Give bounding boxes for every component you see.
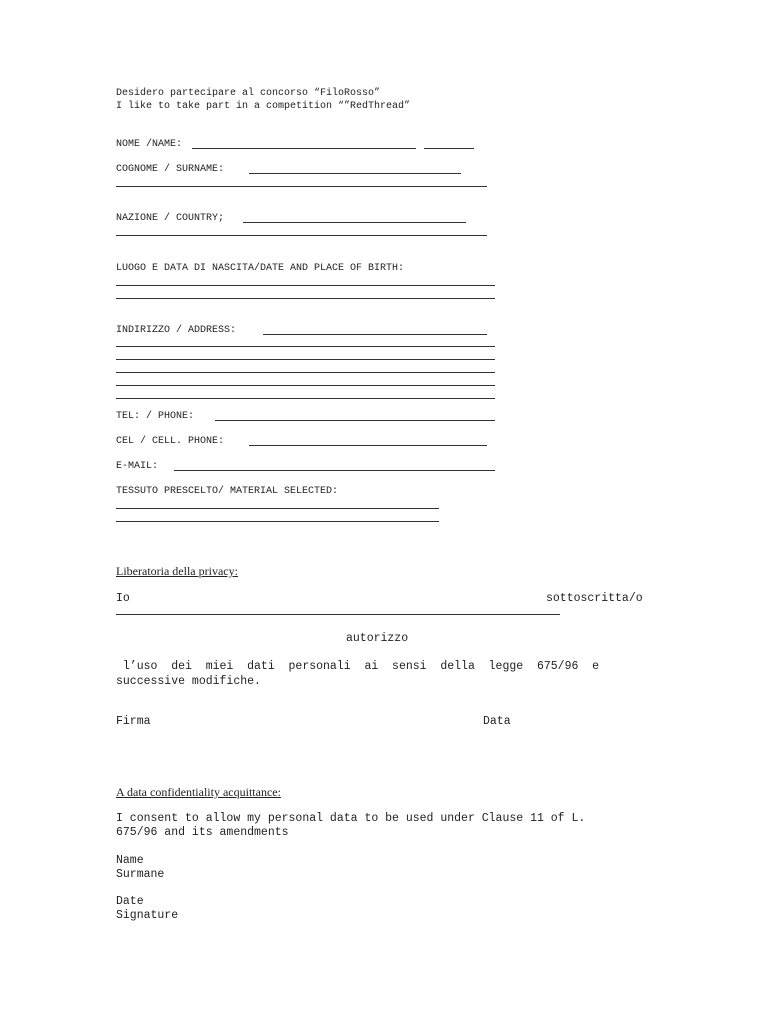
email-field[interactable] — [174, 470, 495, 471]
privacy-it-heading: Liberatoria della privacy: — [116, 564, 238, 578]
birth-field-line1[interactable] — [116, 285, 495, 286]
name-label: NOME /NAME: — [116, 139, 183, 150]
birth-field-line2[interactable] — [116, 298, 495, 299]
privacy-it-text-line2: successive modifiche. — [116, 675, 261, 688]
phone-field[interactable] — [215, 420, 495, 421]
material-field-line1[interactable] — [116, 508, 439, 509]
address-label: INDIRIZZO / ADDRESS: — [116, 325, 237, 336]
io-label: Io — [116, 592, 130, 605]
privacy-en-text-line2: 675/96 and its amendments — [116, 826, 289, 839]
address-field-line6[interactable] — [116, 398, 495, 399]
address-field[interactable] — [263, 334, 487, 335]
name-field[interactable] — [192, 148, 416, 149]
country-label: NAZIONE / COUNTRY; — [116, 213, 225, 224]
name-en-label: Name — [116, 854, 144, 867]
country-field[interactable] — [243, 222, 466, 223]
phone-label: TEL: / PHONE: — [116, 411, 195, 422]
intro-line-en: I like to take part in a competition “”RedThread” — [116, 101, 411, 112]
material-field-line2[interactable] — [116, 521, 439, 522]
address-field-line5[interactable] — [116, 385, 495, 386]
surname-en-label: Surmane — [116, 868, 165, 881]
country-field-line2[interactable] — [116, 235, 487, 236]
intro-line-it: Desidero partecipare al concorso “FiloRosso” — [116, 88, 381, 99]
privacy-it-text-line1: l’uso dei miei dati personali ai sensi della legge 675/96 e — [116, 660, 600, 673]
data-label: Data — [483, 715, 511, 728]
privacy-en-heading: A data confidentiality acquittance: — [116, 785, 281, 799]
cell-label: CEL / CELL. PHONE: — [116, 436, 225, 447]
birth-label: LUOGO E DATA DI NASCITA/DATE AND PLACE OF BIRTH: — [116, 263, 405, 274]
privacy-en-text-line1: I consent to allow my personal data to be used under Clause 11 of L. — [116, 812, 586, 825]
surname-field[interactable] — [249, 173, 461, 174]
signature-en-label: Signature — [116, 909, 179, 922]
sottoscritta-label: sottoscritta/o — [546, 592, 643, 605]
email-label: E-MAIL: — [116, 461, 159, 472]
surname-field-line2[interactable] — [116, 186, 487, 187]
cell-field[interactable] — [249, 445, 487, 446]
date-en-label: Date — [116, 895, 144, 908]
autorizzo-label: autorizzo — [346, 632, 409, 645]
name-field-extra[interactable] — [424, 148, 474, 149]
io-field[interactable] — [116, 614, 560, 615]
surname-label: COGNOME / SURNAME: — [116, 164, 225, 175]
address-field-line2[interactable] — [116, 346, 495, 347]
address-field-line3[interactable] — [116, 359, 495, 360]
firma-label: Firma — [116, 715, 151, 728]
material-label: TESSUTO PRESCELTO/ MATERIAL SELECTED: — [116, 486, 339, 497]
address-field-line4[interactable] — [116, 372, 495, 373]
